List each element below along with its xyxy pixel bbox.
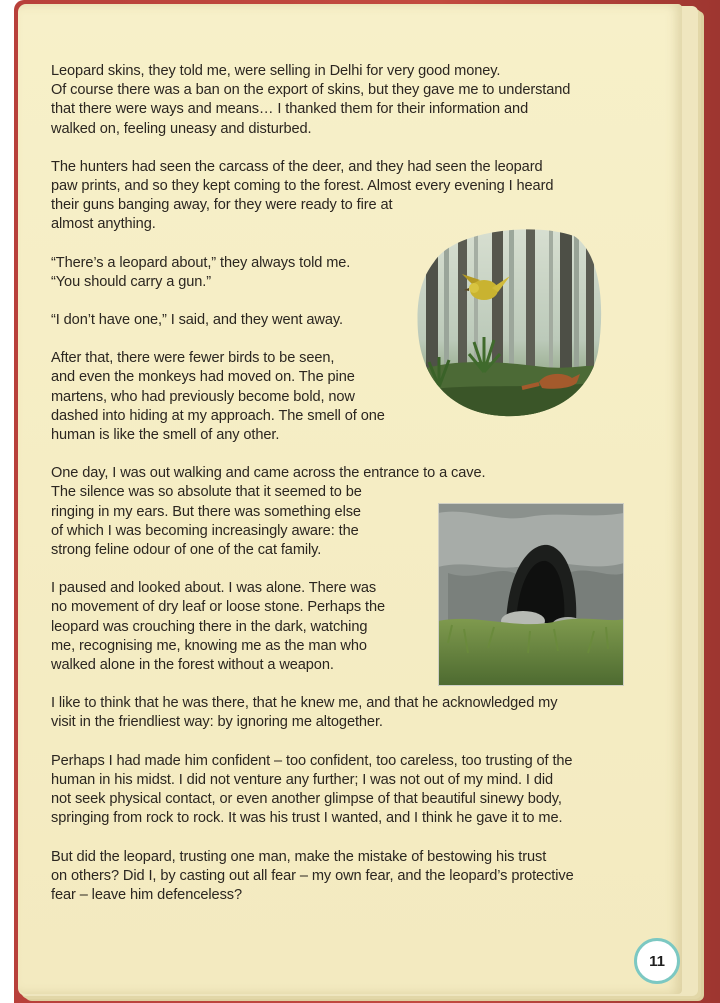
text-line: of which I was becoming increasingly aware: the xyxy=(51,522,359,539)
text-line: martens, who had previously become bold, now xyxy=(51,388,355,405)
paragraph xyxy=(51,694,631,732)
text-line: One day, I was out walking and came across the entrance to a cave. xyxy=(51,465,486,482)
text-line: and even the monkeys had moved on. The pine xyxy=(51,369,355,386)
text-line: their guns banging away, for they were ready to fire at xyxy=(51,197,393,214)
text-line: human is like the smell of any other. xyxy=(51,427,280,444)
text-line: Perhaps I had made him confident – too confident, too careless, too trusting of the xyxy=(51,752,573,769)
text-line: “There’s a leopard about,” they always told me. xyxy=(51,254,351,271)
text-line: ringing in my ears. But there was something else xyxy=(51,503,361,520)
text-line: visit in the friendliest way: by ignoring me altogether. xyxy=(51,714,383,731)
text-line: fear – leave him defenceless? xyxy=(51,886,242,903)
text-line: springing from rock to rock. It was his trust I wanted, and I think he gave it to me. xyxy=(51,810,563,827)
text-line: Leopard skins, they told me, were selling in Delhi for very good money. xyxy=(51,63,501,79)
text-line: that there were ways and means… I thanked them for their information and xyxy=(51,101,529,118)
text-line: human in his midst. I did not venture any further; I was not out of my mind. I did xyxy=(51,771,554,788)
text-line: I like to think that he was there, that he knew me, and that he acknowledged my xyxy=(51,695,558,712)
text-line: Of course there was a ban on the export of skins, but they gave me to understand xyxy=(51,82,571,99)
text-line: I paused and looked about. I was alone. There was xyxy=(51,580,377,597)
text-line: The hunters had seen the carcass of the deer, and they had seen the leopard xyxy=(51,158,543,175)
text-line: not seek physical contact, or even another glimpse of that beautiful sinewy body, xyxy=(51,791,562,808)
forest-bird-illustration xyxy=(414,222,604,418)
text-line: “You should carry a gun.” xyxy=(51,273,212,290)
paragraph xyxy=(51,752,631,829)
text-line: dashed into hiding at my approach. The smell of one xyxy=(51,407,385,424)
story-text xyxy=(51,62,631,924)
text-line: After that, there were fewer birds to be seen, xyxy=(51,350,335,367)
page-number: 11 xyxy=(649,952,665,970)
text-line: on others? Did I, by casting out all fear – my own fear, and the leopard’s protective xyxy=(51,867,574,884)
text-line: paw prints, and so they kept coming to the forest. Almost every evening I heard xyxy=(51,178,554,195)
paragraph xyxy=(51,848,631,906)
text-line: But did the leopard, trusting one man, make the mistake of bestowing his trust xyxy=(51,848,547,865)
text-line: “I don’t have one,” I said, and they went away. xyxy=(51,312,343,329)
text-line: me, recognising me, knowing me as the man who xyxy=(51,637,367,654)
text-line: walked on, feeling uneasy and disturbed. xyxy=(51,120,312,137)
text-line: no movement of dry leaf or loose stone. Perhaps the xyxy=(51,599,385,616)
text-line: almost anything. xyxy=(51,216,156,233)
text-line: strong feline odour of one of the cat family. xyxy=(51,542,322,559)
paragraph xyxy=(51,62,631,139)
text-line: walked alone in the forest without a weapon. xyxy=(51,657,334,674)
page-number-badge xyxy=(634,938,680,984)
text-line: The silence was so absolute that it seemed to be xyxy=(51,484,362,501)
cave-illustration xyxy=(438,503,624,686)
text-line: leopard was crouching there in the dark, watching xyxy=(51,618,368,635)
